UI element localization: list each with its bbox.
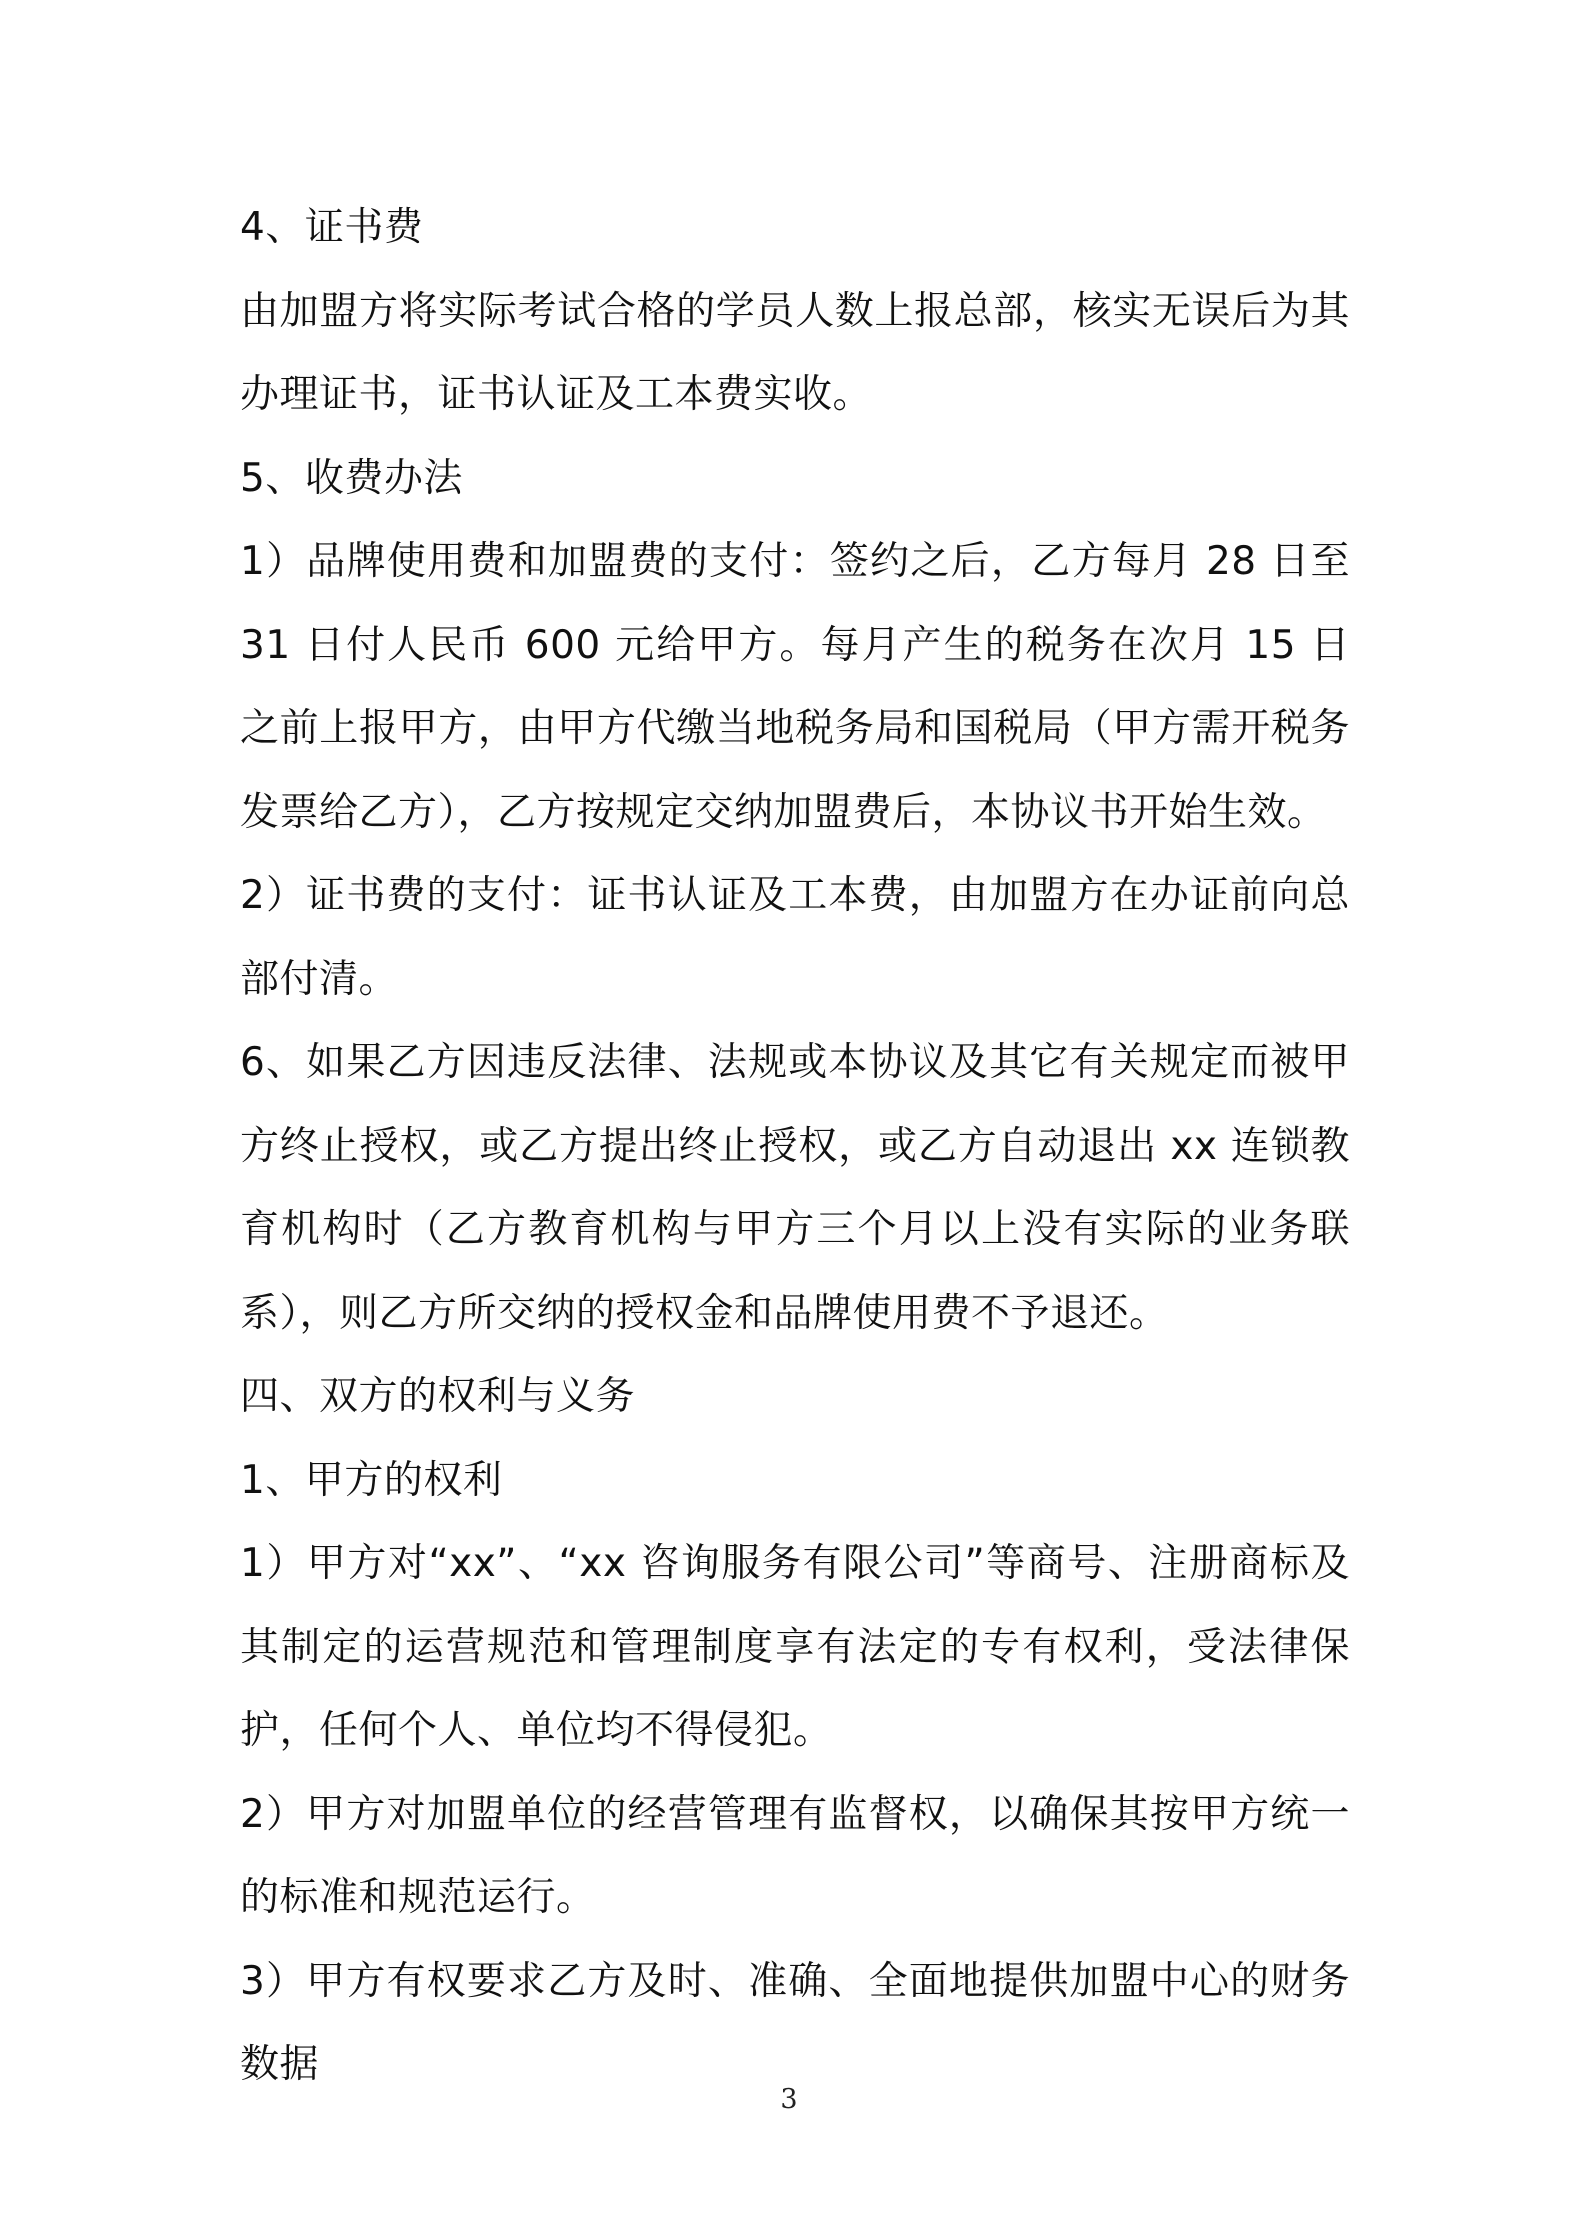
paragraph-brand-fee-payment: 1）品牌使用费和加盟费的支付：签约之后，乙方每月 28 日至 31 日付人民币 600 元给甲方。每月产生的税务在次月 15 日之前上报甲方，由甲方代缴当地税务局和国税局（甲方需开税务发票给乙方），乙方按规定交纳加盟费后，本协议书开始生效。 <box>240 539 1350 835</box>
document-body <box>240 186 1350 2107</box>
paragraph-certificate-fee-payment: 2）证书费的支付：证书认证及工本费，由加盟方在办证前向总部付清。 <box>240 873 1350 1002</box>
paragraph-financial-data: 3）甲方有权要求乙方及时、准确、全面地提供加盟中心的财务数据 <box>240 1958 1350 2087</box>
heading-certificate-fee: 4、证书费 <box>240 205 424 250</box>
heading-payment-method: 5、收费办法 <box>240 455 463 501</box>
heading-rights-obligations: 四、双方的权利与义务 <box>240 1374 636 1419</box>
paragraph-certificate-fee: 由加盟方将实际考试合格的学员人数上报总部，核实无误后为其办理证书，证书认证及工本费实收。 <box>240 288 1350 417</box>
paragraph-termination: 6、如果乙方因违反法律、法规或本协议及其它有关规定而被甲方终止授权，或乙方提出终止授权，或乙方自动退出 xx 连锁教育机构时（乙方教育机构与甲方三个月以上没有实际的业务联系），则乙方所交纳的授权金和品牌使用费不予退还。 <box>240 1040 1350 1336</box>
paragraph-supervision-rights: 2）甲方对加盟单位的经营管理有监督权，以确保其按甲方统一的标准和规范运行。 <box>240 1791 1350 1920</box>
paragraph-trademark-rights: 1）甲方对“xx”、“xx 咨询服务有限公司”等商号、注册商标及其制定的运营规范和管理制度享有法定的专有权利，受法律保护，任何个人、单位均不得侵犯。 <box>240 1541 1350 1753</box>
page-number: 3 <box>780 2084 798 2115</box>
heading-party-a-rights: 1、甲方的权利 <box>240 1457 503 1503</box>
